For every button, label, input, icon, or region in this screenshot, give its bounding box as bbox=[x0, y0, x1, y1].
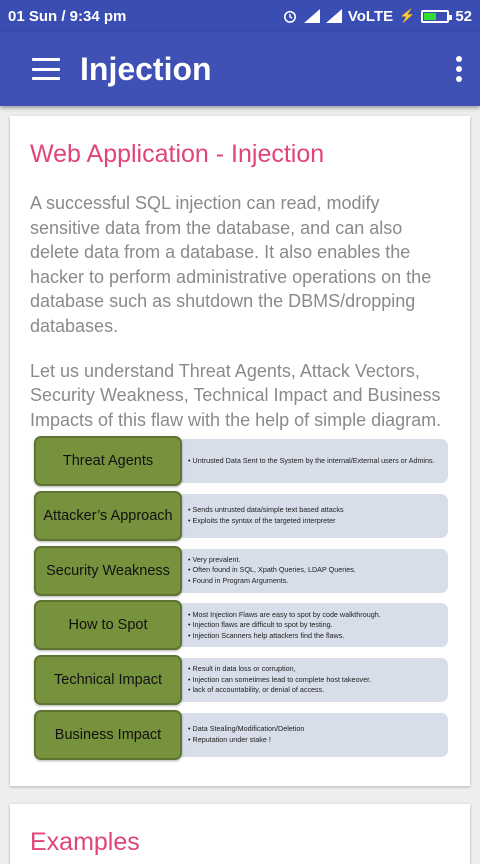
diagram-bullet: • Injection Scanners help attackers find the flaws. bbox=[188, 631, 442, 642]
diagram-bullet: • Found in Program Arguments. bbox=[188, 576, 442, 587]
diagram-row-label: How to Spot bbox=[34, 600, 182, 650]
diagram-bullet: • Exploits the syntax of the targeted interpreter bbox=[188, 516, 442, 527]
diagram-bullet: • Injection flaws are difficult to spot by testing. bbox=[188, 620, 442, 631]
alarm-icon bbox=[282, 9, 298, 23]
diagram-row-description bbox=[174, 494, 448, 538]
article-card bbox=[10, 116, 470, 786]
battery-fill bbox=[424, 13, 435, 20]
diagram-bullet: • Often found in SQL, Xpath Queries, LDAP Queries. bbox=[188, 565, 442, 576]
hamburger-menu-icon[interactable] bbox=[32, 58, 60, 80]
article-heading: Web Application - Injection bbox=[30, 140, 325, 168]
battery-icon bbox=[421, 10, 449, 23]
diagram-row-label: Threat Agents bbox=[34, 436, 182, 486]
diagram-bullet: • Result in data loss or corruption, bbox=[188, 664, 442, 675]
diagram-row-description bbox=[174, 713, 448, 757]
diagram-row bbox=[34, 436, 448, 484]
diagram-bullet: • Most Injection Flaws are easy to spot by code walkthrough. bbox=[188, 610, 442, 621]
status-date-time: 01 Sun / 9:34 pm bbox=[8, 7, 127, 25]
diagram-row bbox=[34, 546, 448, 594]
diagram-row-description bbox=[174, 549, 448, 593]
diagram-bullet: • lack of accountability, or denial of access. bbox=[188, 685, 442, 696]
examples-heading: Examples bbox=[30, 828, 140, 856]
diagram-bullet: • Very prevalent. bbox=[188, 555, 442, 566]
signal-icon bbox=[304, 9, 320, 23]
diagram-row-description bbox=[174, 603, 448, 647]
diagram-row-label: Technical Impact bbox=[34, 655, 182, 705]
page-title: Injection bbox=[80, 50, 212, 87]
diagram-row-label: Business Impact bbox=[34, 710, 182, 760]
app-bar bbox=[0, 32, 480, 106]
diagram-bullet: • Reputation under stake ! bbox=[188, 735, 442, 746]
injection-diagram bbox=[34, 436, 448, 765]
article-paragraph-1: A successful SQL injection can read, modify sensitive data from the database, and can also delete data from a database. It also enables the hacker to perform administrative operations on the database such as shutdown the DBMS/dropping databases. bbox=[30, 193, 432, 336]
diagram-row-description bbox=[174, 658, 448, 702]
charging-icon: ⚡ bbox=[399, 8, 416, 23]
diagram-row bbox=[34, 491, 448, 539]
diagram-bullet: • Sends untrusted data/simple text based attacks bbox=[188, 505, 442, 516]
diagram-bullet: • Data Stealing/Modification/Deletion bbox=[188, 724, 442, 735]
signal-icon-2 bbox=[326, 9, 342, 23]
examples-card bbox=[10, 804, 470, 864]
article-paragraph-2: Let us understand Threat Agents, Attack Vectors, Security Weakness, Technical Impact and Business Impacts of this flaw with the help of simple diagram. bbox=[30, 360, 442, 430]
status-bar bbox=[0, 0, 480, 32]
diagram-row bbox=[34, 600, 448, 648]
diagram-row bbox=[34, 655, 448, 703]
battery-level: 52 bbox=[455, 7, 472, 25]
overflow-menu-icon[interactable] bbox=[454, 56, 464, 82]
diagram-row-label: Attacker’s Approach bbox=[34, 491, 182, 541]
diagram-row-description bbox=[174, 439, 448, 483]
diagram-row-label: Security Weakness bbox=[34, 546, 182, 596]
network-type: VoLTE bbox=[347, 7, 394, 25]
status-icons bbox=[282, 8, 472, 25]
diagram-bullet: • Untrusted Data Sent to the System by the internal/External users or Admins. bbox=[188, 456, 442, 467]
diagram-bullet: • Injection can sometimes lead to complete host takeover. bbox=[188, 675, 442, 686]
diagram-row bbox=[34, 710, 448, 758]
